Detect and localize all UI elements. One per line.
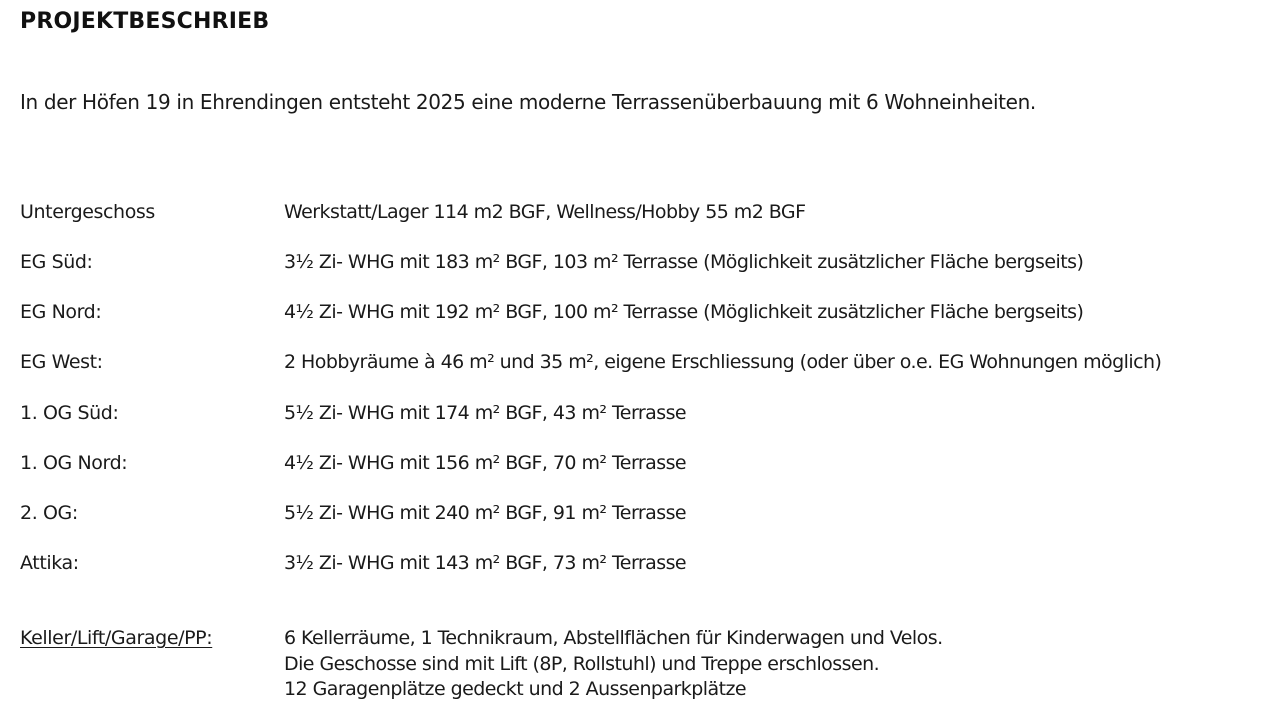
spec-value: 3½ Zi- WHG mit 143 m² BGF, 73 m² Terrasse [284, 552, 687, 574]
spec-value: 3½ Zi- WHG mit 183 m² BGF, 103 m² Terrasse (Möglichkeit zusätzlicher Fläche bergseits) [284, 251, 1084, 273]
spec-label: Untergeschoss [20, 201, 155, 223]
spec-value: 5½ Zi- WHG mit 174 m² BGF, 43 m² Terrasse [284, 402, 687, 424]
spec-label: 1. OG Nord: [20, 452, 128, 474]
spec-label: 1. OG Süd: [20, 402, 119, 424]
spec-label: 2. OG: [20, 502, 78, 524]
spec-value-line: 12 Garagenplätze gedeckt und 2 Aussenparkplätze [284, 678, 747, 700]
spec-label: Attika: [20, 552, 79, 574]
spec-value: 2 Hobbyräume à 46 m² und 35 m², eigene Erschliessung (oder über o.e. EG Wohnungen möglich) [284, 351, 1162, 373]
page-title: PROJEKTBESCHRIEB [20, 9, 270, 34]
spec-value-line: Die Geschosse sind mit Lift (8P, Rollstuhl) und Treppe erschlossen. [284, 652, 880, 675]
spec-label: EG West: [20, 351, 103, 373]
spec-label: EG Süd: [20, 251, 93, 273]
spec-label: Keller/Lift/Garage/PP: [20, 627, 213, 649]
spec-value: Werkstatt/Lager 114 m2 BGF, Wellness/Hobby 55 m2 BGF [284, 201, 806, 223]
spec-label: EG Nord: [20, 301, 102, 323]
intro-text: In der Höfen 19 in Ehrendingen entsteht 2025 eine moderne Terrassenüberbauung mit 6 Wohneinheiten. [20, 90, 1036, 114]
spec-value: 4½ Zi- WHG mit 156 m² BGF, 70 m² Terrasse [284, 452, 687, 474]
spec-value: 5½ Zi- WHG mit 240 m² BGF, 91 m² Terrasse [284, 502, 687, 524]
spec-value: 4½ Zi- WHG mit 192 m² BGF, 100 m² Terrasse (Möglichkeit zusätzlicher Fläche bergseits) [284, 301, 1084, 323]
spec-value-multiline [284, 626, 943, 703]
spec-value-line: 6 Kellerräume, 1 Technikraum, Abstellflächen für Kinderwagen und Velos. [284, 627, 943, 649]
